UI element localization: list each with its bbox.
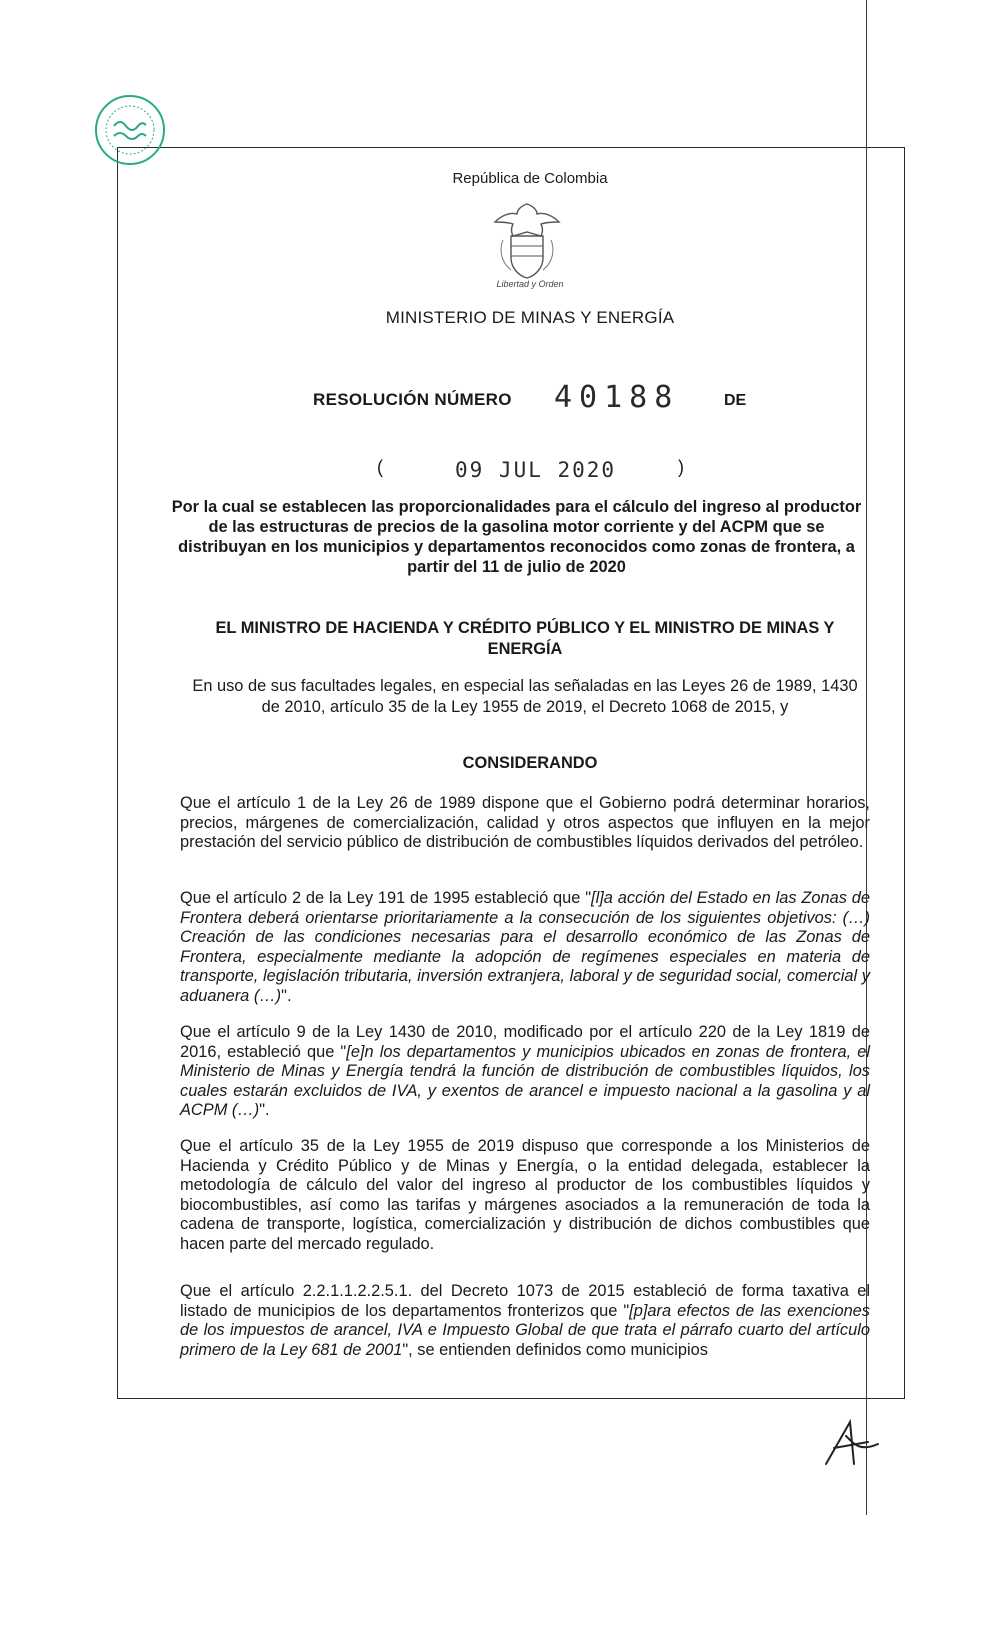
considerando-paragraph-4: Que el artículo 35 de la Ley 1955 de 2019 dispuso que corresponde a los Ministerios de Hacienda y Crédito Público y de Minas y Energía, o la entidad delegada, establecer la metodología de cálculo del valor del ingreso al productor de los combustibles líquidos y biocombustibles, así como las tarifas y márgenes asociados a la remuneración de toda la cadena de transporte, logística, comercialización y distribución de dichos combustibles que hacen parte del mercado regulado.	[180, 1137, 870, 1253]
date-paren-open: (	[377, 457, 383, 477]
resolution-number: 40188	[554, 380, 680, 415]
considerando-paragraph-3	[180, 1023, 870, 1121]
resolution-label: RESOLUCIÓN NÚMERO	[313, 390, 512, 409]
paragraph-3-intro: Que el artículo 9 de la Ley 1430 de 2010, modificado por el artículo 220 de la Ley 1819 de 2016, estableció que "	[180, 1023, 870, 1061]
paragraph-5-intro: Que el artículo 2.2.1.1.2.2.5.1. del Decreto 1073 de 2015 estableció de forma taxativa el listado de municipios de los departamentos fronterizos que "	[180, 1282, 870, 1320]
paragraph-5-end: ", se entienden definidos como municipios	[402, 1340, 708, 1359]
paragraph-3-quote: [e]n los departamentos y municipios ubicados en zonas de frontera, el Ministerio de Minas y Energía tendrá la función de distribución de combustibles líquidos, los cuales estarán excluidos de IVA, y exentos de arancel e impuesto nacional a la gasolina y al ACPM (…)	[180, 1042, 871, 1119]
resolution-subject: Por la cual se establecen las proporcionalidades para el cálculo del ingreso al productor de las estructuras de precios de la gasolina motor corriente y del ACPM que se distribuyan en los municipios y departamentos reconocidos como zonas de frontera, a partir del 11 de julio de 2020	[171, 498, 862, 576]
paragraph-2-intro: Que el artículo 2 de la Ley 191 de 1995 estableció que "	[180, 889, 592, 907]
paragraph-5-quote: [p]ara efectos de las exenciones de los impuestos de arancel, IVA e Impuesto Global de que trata el párrafo cuarto del artículo primero de la Ley 681 de 2001	[180, 1301, 870, 1359]
resolution-de: DE	[724, 392, 747, 409]
signature-initial-icon	[820, 1418, 880, 1470]
considerando-paragraph-5	[180, 1282, 870, 1360]
republic-name: República de Colombia	[452, 170, 608, 187]
date-paren-close: )	[678, 457, 684, 477]
coat-of-arms-icon	[491, 200, 563, 282]
considerando-heading: CONSIDERANDO	[462, 754, 598, 772]
paragraph-2-end: ".	[281, 986, 292, 1005]
paragraph-2-quote: [l]a acción del Estado en las Zonas de Frontera deberá orientarse prioritariamente a la consecución de los siguientes objetivos: (…) Creación de las condiciones necesarias para el desarrollo económico de las Zonas de Frontera, especialmente mediante la adopción de regímenes especiales en materia de transporte, legislación tributaria, inversión extranjera, laboral y de seguridad social, comercial y aduanera (…)	[180, 889, 870, 1005]
resolution-date: 09 JUL 2020	[455, 458, 617, 482]
legal-powers: En uso de sus facultades legales, en especial las señaladas en las Leyes 26 de 1989, 1430 de 2010, artículo 35 de la Ley 1955 de 2019, el Decreto 1068 de 2015, y	[192, 677, 858, 716]
authority-heading: EL MINISTRO DE HACIENDA Y CRÉDITO PÚBLICO Y EL MINISTRO DE MINAS Y ENERGÍA	[215, 619, 835, 658]
nueva-energia-stamp-icon	[92, 92, 168, 168]
considerando-paragraph-1: Que el artículo 1 de la Ley 26 de 1989 dispone que el Gobierno podrá determinar horarios, precios, márgenes de comercialización, calidad y otros aspectos que influyen en la mejor prestación del servicio público de distribución de combustibles líquidos derivados del petróleo.	[180, 794, 870, 851]
paragraph-3-end: ".	[259, 1101, 270, 1119]
ministry-heading: MINISTERIO DE MINAS Y ENERGÍA	[385, 308, 675, 327]
motto: Libertad y Orden	[496, 279, 564, 289]
considerando-paragraph-2	[180, 889, 870, 1006]
